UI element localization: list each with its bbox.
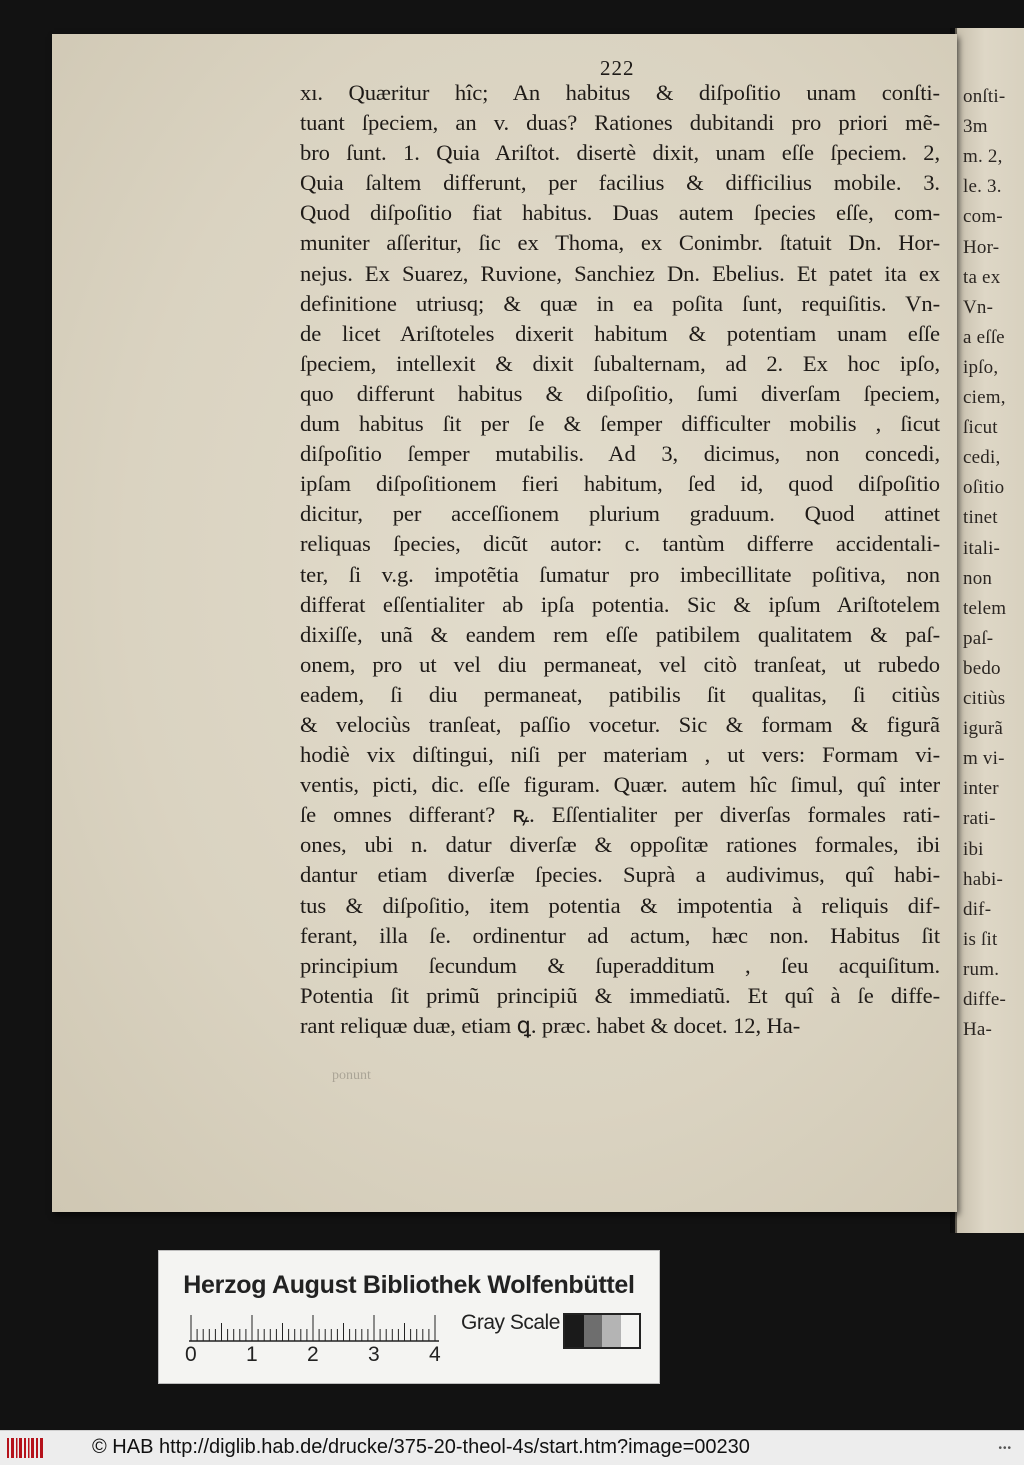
- text-line: muniter aſſeritur, ſic ex Thoma, ex Conimbr. ſtatuit Dn. Hor-: [300, 230, 940, 256]
- text-line: ſpeciem, intellexit & dixit ſubalternam, ad 2. Ex hoc ipſo,: [300, 350, 940, 376]
- grayscale-swatch: [584, 1315, 603, 1347]
- facing-page-fragment: ciem,: [963, 387, 1006, 408]
- facing-page-fragment: itali-: [963, 537, 1001, 559]
- facing-page-fragment: oſitio: [963, 477, 1005, 499]
- text-line: ventis, picti, dic. eſſe figuram. Quær. autem hîc ſimul, quî inter: [300, 772, 940, 798]
- text-line: dixiſſe, unã & eandem rem eſſe patibilem qualitatem & paſ-: [300, 621, 940, 647]
- facing-page-fragment: ſicut: [963, 417, 998, 439]
- text-line: dum habitus ſit per ſe & ſemper difficulter mobilis , ſicut: [300, 411, 940, 437]
- facing-page-fragment: diffe-: [963, 989, 1007, 1010]
- text-line: nejus. Ex Suarez, Ruvione, Sanchiez Dn. Ebelius. Et patet ita ex: [300, 260, 940, 286]
- facing-page-fragment: m vi-: [963, 748, 1005, 770]
- facing-page-edge: [955, 28, 1024, 1233]
- library-name: Herzog August Bibliothek Wolfenbüttel: [183, 1271, 635, 1299]
- text-line: tus & diſpoſitio, item potentia & impotentia à reliquis dif-: [300, 892, 940, 918]
- grayscale-label: Gray Scale: [461, 1311, 560, 1334]
- facing-page-fragment: igurã: [963, 718, 1004, 740]
- page-text-block: [300, 78, 940, 1041]
- grayscale-swatch: [565, 1315, 584, 1347]
- text-line: xı. Quæritur hîc; An habitus & diſpoſitio unam conſti-: [300, 80, 940, 105]
- ruler-number: 1: [246, 1343, 258, 1366]
- facing-page-fragment: tinet: [963, 507, 998, 529]
- facing-page-fragment: ibi: [963, 838, 984, 860]
- text-line: dicitur, per acceſſionem plurium graduum. Quod attinet: [300, 501, 940, 527]
- text-line: ter, ſi v.g. impotẽtia ſumatur pro imbecillitate poſitiva, non: [300, 561, 940, 587]
- hab-barcode-logo-icon: [6, 1436, 46, 1460]
- text-line: Quod diſpoſitio fiat habitus. Duas autem ſpecies eſſe, com-: [300, 200, 940, 226]
- facing-page-fragment: paſ-: [963, 627, 994, 649]
- facing-page-fragment: Hor-: [963, 236, 1000, 258]
- facing-page-fragment: is ſit: [963, 928, 998, 950]
- text-line: definitione utriusq; & quæ in ea poſita ſunt, requiſitis. Vn-: [300, 290, 940, 316]
- library-scale-card: [158, 1250, 660, 1384]
- text-line: onem, pro ut vel diu permaneat, vel citò tranſeat, ut rubedo: [300, 651, 940, 677]
- text-line: dantur etiam diverſæ ſpecies. Suprà a audivimus, quî habi-: [300, 862, 940, 888]
- status-bar: [0, 1430, 1024, 1465]
- text-line: tuant ſpeciem, an v. duas? Rationes dubitandi pro priori mẽ-: [300, 110, 940, 136]
- ruler-number: 2: [307, 1343, 319, 1366]
- page-number: 222: [600, 56, 635, 80]
- text-line: bro ſunt. 1. Quia Ariſtot. disertè dixit, unam eſſe ſpeciem. 2,: [300, 140, 940, 166]
- facing-page-fragment: inter: [963, 778, 999, 800]
- text-line: Quia ſaltem differunt, per facilius & difficilius mobile. 3.: [300, 170, 940, 196]
- ruler-number: 4: [429, 1343, 441, 1366]
- text-line: Potentia ſit primũ principiũ & immediatũ. Et quî à ſe diffe-: [300, 982, 940, 1008]
- facing-page-fragment: m. 2,: [963, 146, 1003, 168]
- ruler-number: 0: [185, 1343, 197, 1366]
- text-line: diſpoſitio ſemper mutabilis. Ad 3, dicimus, non concedi,: [300, 441, 940, 467]
- grayscale-swatch: [621, 1315, 640, 1347]
- bleed-through-catchword: ponunt: [332, 1068, 371, 1083]
- text-line: differat eſſentialiter ab ipſa potentia. Sic & ipſum Ariſtotelem: [300, 591, 940, 617]
- text-line: ipſam diſpoſitionem fieri habitum, ſed id, quod diſpoſitio: [300, 471, 940, 497]
- text-line: ſe omnes differant? ꝶ. Eſſentialiter per diverſas formales rati-: [300, 802, 940, 828]
- book-page: [52, 34, 957, 1212]
- facing-page-fragment: Ha-: [963, 1019, 993, 1041]
- ruler-number: 3: [368, 1343, 380, 1366]
- text-line: reliquas ſpecies, dicũt autor: c. tantùm differre accidentali-: [300, 531, 940, 557]
- facing-page-fragment: rati-: [963, 808, 996, 830]
- facing-page-fragment: habi-: [963, 868, 1004, 890]
- facing-page-fragment: cedi,: [963, 447, 1001, 469]
- facing-page-fragment: onſti-: [963, 86, 1006, 107]
- text-line: eadem, ſi diu permaneat, patibilis ſit qualitas, ſi citiùs: [300, 681, 940, 707]
- facing-page-fragment: dif-: [963, 898, 992, 920]
- facing-page-fragment: le. 3.: [963, 176, 1002, 198]
- facing-page-fragment: rum.: [963, 958, 1000, 980]
- text-line: ones, ubi n. datur diverſæ & oppoſitæ rationes formales, ibi: [300, 832, 940, 858]
- text-line: quo differunt habitus & diſpoſitio, ſumi diverſam ſpeciem,: [300, 380, 940, 406]
- text-line: hodiè vix diſtingui, niſi per materiam , ut vers: Formam vi-: [300, 742, 940, 768]
- text-line: de licet Ariſtoteles dixerit habitum & potentiam unam eſſe: [300, 320, 940, 346]
- grayscale-swatches: [563, 1313, 641, 1349]
- facing-page-fragment: ipſo,: [963, 356, 999, 378]
- source-url-text[interactable]: © HAB http://diglib.hab.de/drucke/375-20-theol-4s/start.htm?image=00230: [92, 1436, 750, 1458]
- facing-page-fragment: com-: [963, 206, 1003, 228]
- facing-page-fragment: telem: [963, 597, 1007, 619]
- grayscale-swatch: [602, 1315, 621, 1347]
- text-line: & velociùs tranſeat, paſſio vocetur. Sic & formam & figurã: [300, 711, 940, 737]
- text-line: principium ſecundum & ſuperadditum , ſeu acquiſitum.: [300, 952, 940, 978]
- text-line: ferant, illa ſe. ordinentur ad actum, hæc non. Habitus ſit: [300, 922, 940, 948]
- more-dots-icon[interactable]: •••: [998, 1443, 1012, 1454]
- text-line: rant reliquæ duæ, etiam ꝗ. præc. habet & docet. 12, Ha-: [300, 1012, 801, 1038]
- facing-page-fragment: 3m: [963, 116, 988, 138]
- facing-page-fragment: Vn-: [963, 296, 994, 318]
- facing-page-fragment: bedo: [963, 657, 1001, 679]
- facing-page-fragment: non: [963, 567, 993, 589]
- facing-page-fragment: ta ex: [963, 266, 1001, 288]
- facing-page-fragment: citiùs: [963, 688, 1006, 709]
- facing-page-fragment: a eſſe: [963, 326, 1005, 348]
